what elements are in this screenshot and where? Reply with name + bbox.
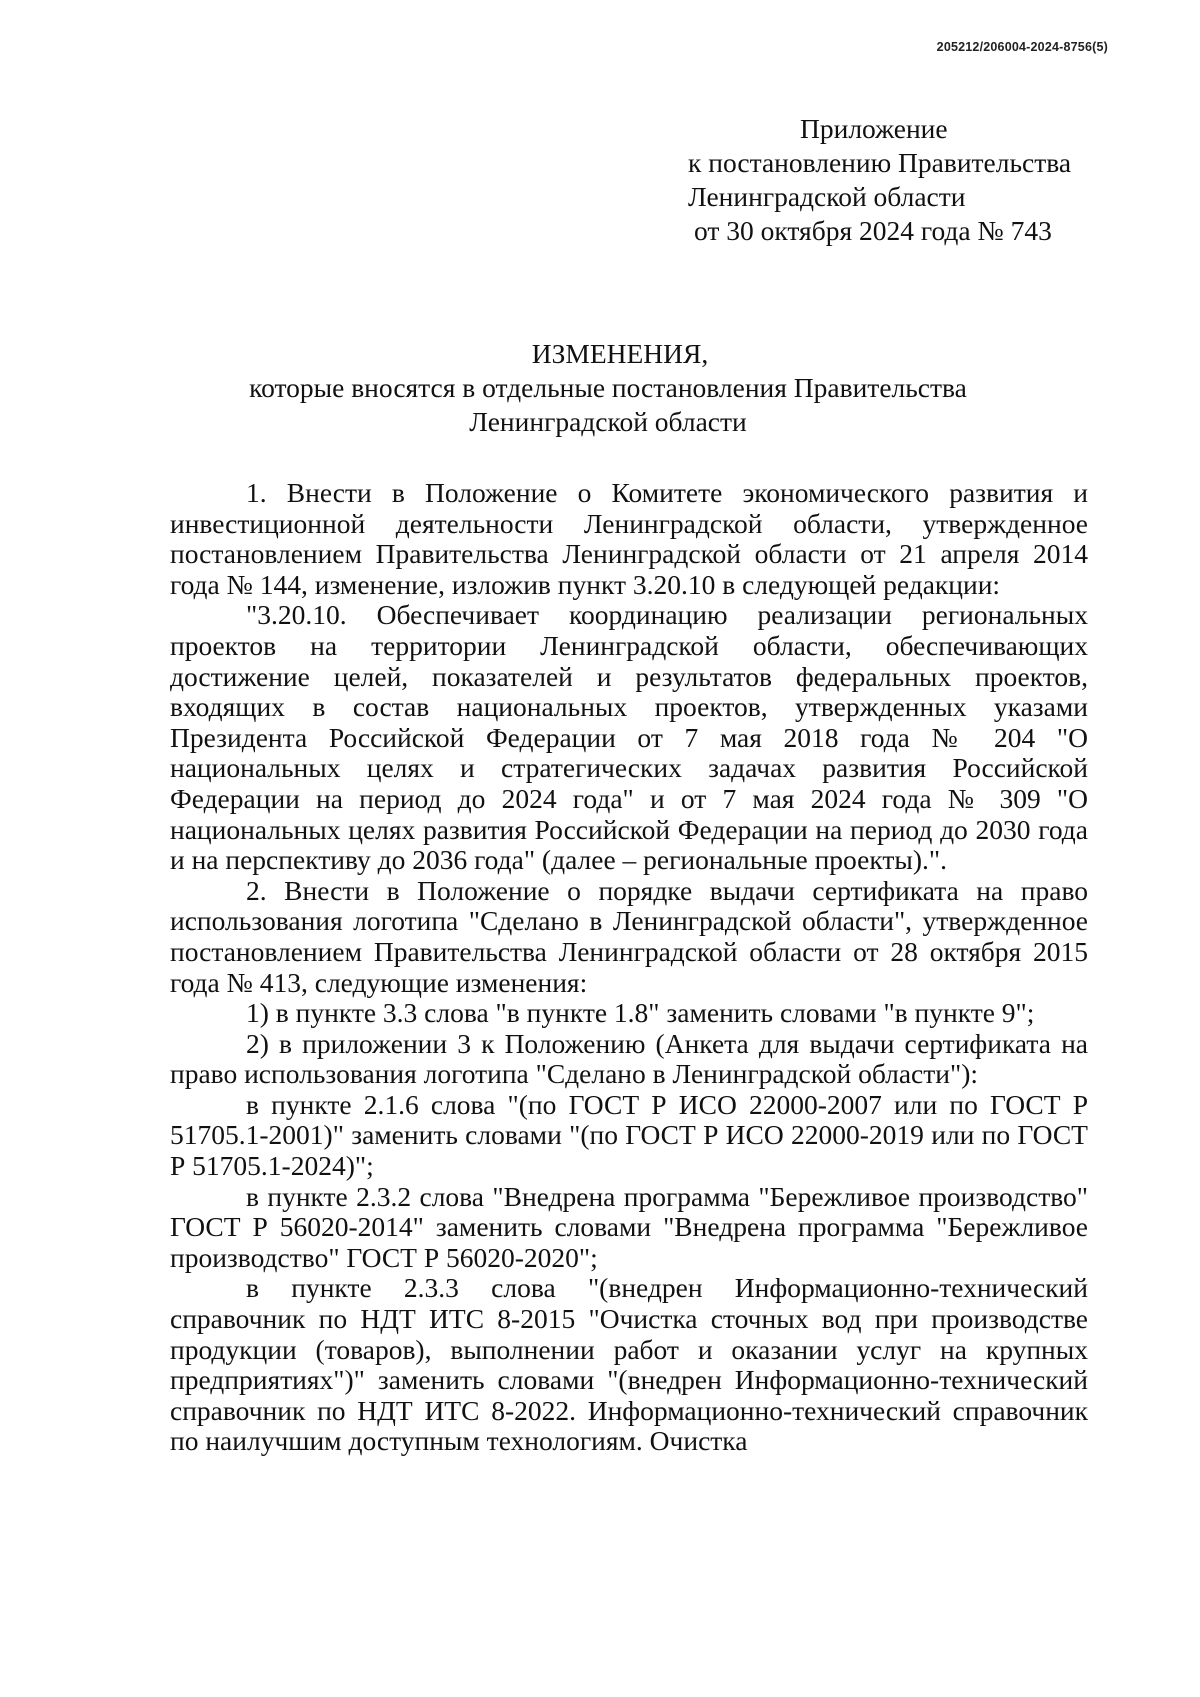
appendix-region: Ленинградской области <box>688 181 966 212</box>
document-body <box>170 478 1088 1457</box>
document-title-block <box>0 337 1200 439</box>
document-subtitle-line2: Ленинградской области <box>469 406 747 437</box>
paragraph-3: 2. Внести в Положение о порядке выдачи сертификата на право использования логотипа "Сделано в Ленинградской области", утвержденное постановлением Правительства Ленинградской области от 28 октября 2015 года № 413, следующие изменения: <box>170 874 1088 998</box>
paragraph-7: в пункте 2.3.2 слова "Внедрена программа "Бережливое производство" ГОСТ Р 56020-2014" заменить словами "Внедрена программа "Бережливое производство" ГОСТ Р 56020-2020"; <box>170 1180 1088 1273</box>
document-registration-number: 205212/206004-2024-8756(5) <box>936 40 1108 54</box>
appendix-label: Приложение <box>800 113 948 144</box>
appendix-block <box>688 112 1071 248</box>
appendix-date-number: от 30 октября 2024 года № 743 <box>694 215 1052 246</box>
paragraph-8: в пункте 2.3.3 слова "(внедрен Информационно-технический справочник по НДТ ИТС 8-2015 "Очистка сточных вод при производстве продукции (товаров), выполнении работ и оказании услуг на крупных предприятиях")" заменить словами "(внедрен Информационно-технический справочник по НДТ ИТС 8-2022. Информационно-технический справочник по наилучшим доступным технологиям. Очистка <box>170 1272 1088 1457</box>
document-subtitle-line1: которые вносятся в отдельные постановления Правительства <box>249 372 967 403</box>
appendix-resolution-ref: к постановлению Правительства <box>688 147 1072 178</box>
paragraph-1: 1. Внести в Положение о Комитете экономического развития и инвестиционной деятельности Ленинградской области, утвержденное постановлением Правительства Ленинградской области от 21 апреля 2014 года № 144, изменение, изложив пункт 3.20.10 в следующей редакции: <box>170 477 1088 600</box>
document-heading: ИЗМЕНЕНИЯ, <box>531 338 709 369</box>
paragraph-6: в пункте 2.1.6 слова "(по ГОСТ Р ИСО 22000-2007 или по ГОСТ Р 51705.1-2001)" заменить словами "(по ГОСТ Р ИСО 22000-2019 или по ГОСТ Р 51705.1-2024)"; <box>170 1088 1088 1182</box>
paragraph-4: 1) в пункте 3.3 слова "в пункте 1.8" заменить словами "в пункте 9"; <box>246 997 1035 1029</box>
paragraph-5: 2) в приложении 3 к Положению (Анкета для выдачи сертификата на право использования логотипа "Сделано в Ленинградской области"): <box>170 1027 1088 1090</box>
paragraph-2: "3.20.10. Обеспечивает координацию реализации региональных проектов на территории Ленинградской области, обеспечивающих достижение целей, показателей и результатов федеральных проектов, входящих в состав национальных проектов, утвержденных указами Президента Российской Федерации от 7 мая 2018 года № 204 "О национальных целях и стратегических задачах развития Российской Федерации на период до 2024 года" и от 7 мая 2024 года № 309 "О национальных целях развития Российской Федерации на период до 2030 года и на перспективу до 2036 года" (далее – региональные проекты).". <box>170 599 1088 876</box>
